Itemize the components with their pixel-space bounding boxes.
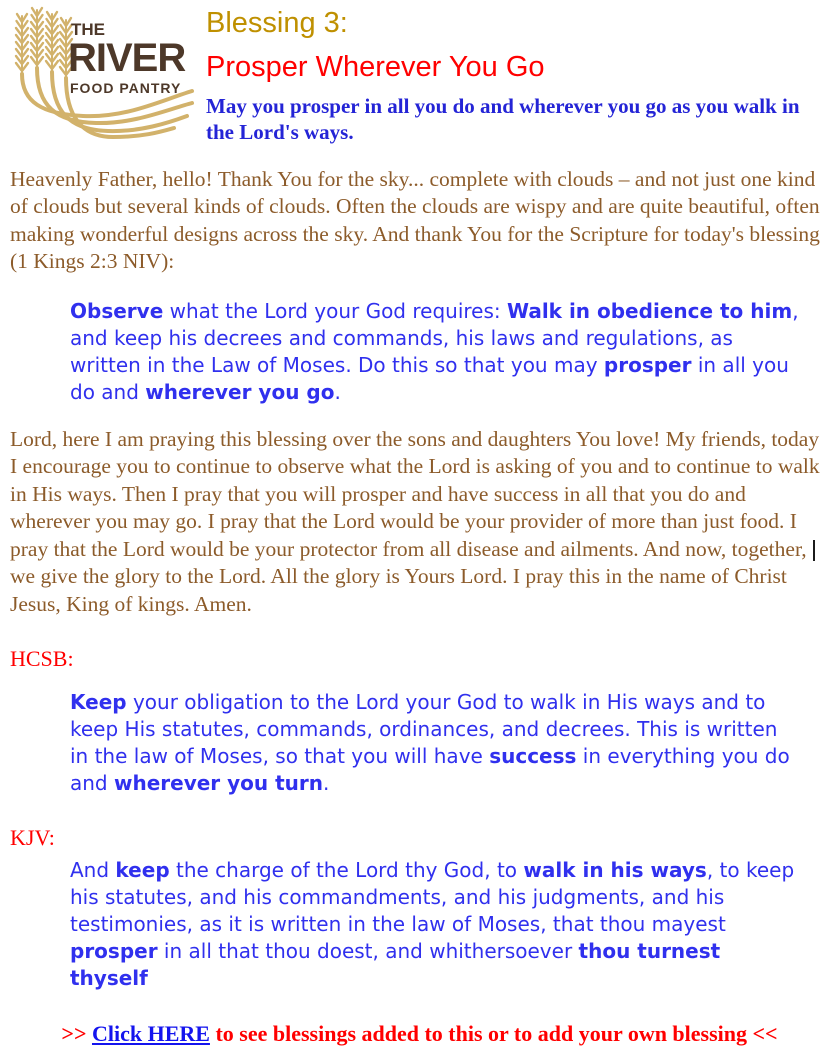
scripture-quote-niv: Observe what the Lord your God requires: Walk in obedience to him, and keep his decrees and commands, his laws and regulations, as written in the Law of Moses. Do this so that you may prosper in all you do and wherever you go. — [70, 298, 801, 406]
logo-text-food-pantry: FOOD PANTRY — [70, 80, 181, 96]
scripture-quote-hcsb: Keep your obligation to the Lord your God to walk in His ways and to keep His statutes, commands, ordinances, and decrees. This is written in the law of Moses, so that you will have success in everything you do and wherever you turn. — [70, 689, 801, 797]
wheat-icon — [8, 4, 194, 140]
blessing-name-title: Prosper Wherever You Go — [206, 50, 824, 85]
document-body — [0, 166, 839, 1047]
logo-text-river: RIVER — [68, 36, 186, 80]
header-titles — [206, 4, 824, 146]
footer-prefix: >> — [61, 1021, 92, 1046]
footer-call-to-action — [10, 1020, 829, 1047]
blessing-subtitle: May you prosper in all you do and wherever you go as you walk in the Lord's ways. — [206, 93, 824, 146]
header — [0, 0, 839, 146]
logo-text-the: THE — [71, 20, 105, 39]
opening-prayer-paragraph: Heavenly Father, hello! Thank You for the sky... complete with clouds – and not just one kind of clouds but several kinds of clouds. Often the clouds are wispy and are quite beautiful, often making wonderful designs across the sky. And thank You for the Scripture for today's blessing (1 Kings 2:3 NIV): — [10, 166, 829, 276]
click-here-link[interactable]: Click HERE — [92, 1021, 210, 1046]
kjv-label: KJV: — [10, 825, 829, 851]
text-cursor — [813, 540, 815, 561]
footer-suffix: to see blessings added to this or to add your own blessing << — [210, 1021, 778, 1046]
prayer-paragraph: Lord, here I am praying this blessing over the sons and daughters You love! My friends, today I encourage you to continue to observe what the Lord is asking of you and to continue to walk in His ways. Then I pray that you will prosper and have success in all that you do and wherever you may go. I pray that the Lord would be your provider of more than just food. I pray that the Lord would be your protector from all disease and ailments. And now, together, we give the glory to the Lord. All the glory is Yours Lord. I pray this in the name of Christ Jesus, King of kings. Amen. — [10, 426, 829, 619]
hcsb-label: HCSB: — [10, 646, 829, 672]
river-food-pantry-logo — [8, 4, 194, 140]
scripture-quote-kjv: And keep the charge of the Lord thy God, to walk in his ways, to keep his statutes, and his commandments, and his judgments, and his testimonies, as it is written in the law of Moses, that thou mayest prosper in all that thou doest, and whithersoever thou turnest thyself — [70, 857, 801, 992]
blessing-number-title: Blessing 3: — [206, 6, 824, 41]
